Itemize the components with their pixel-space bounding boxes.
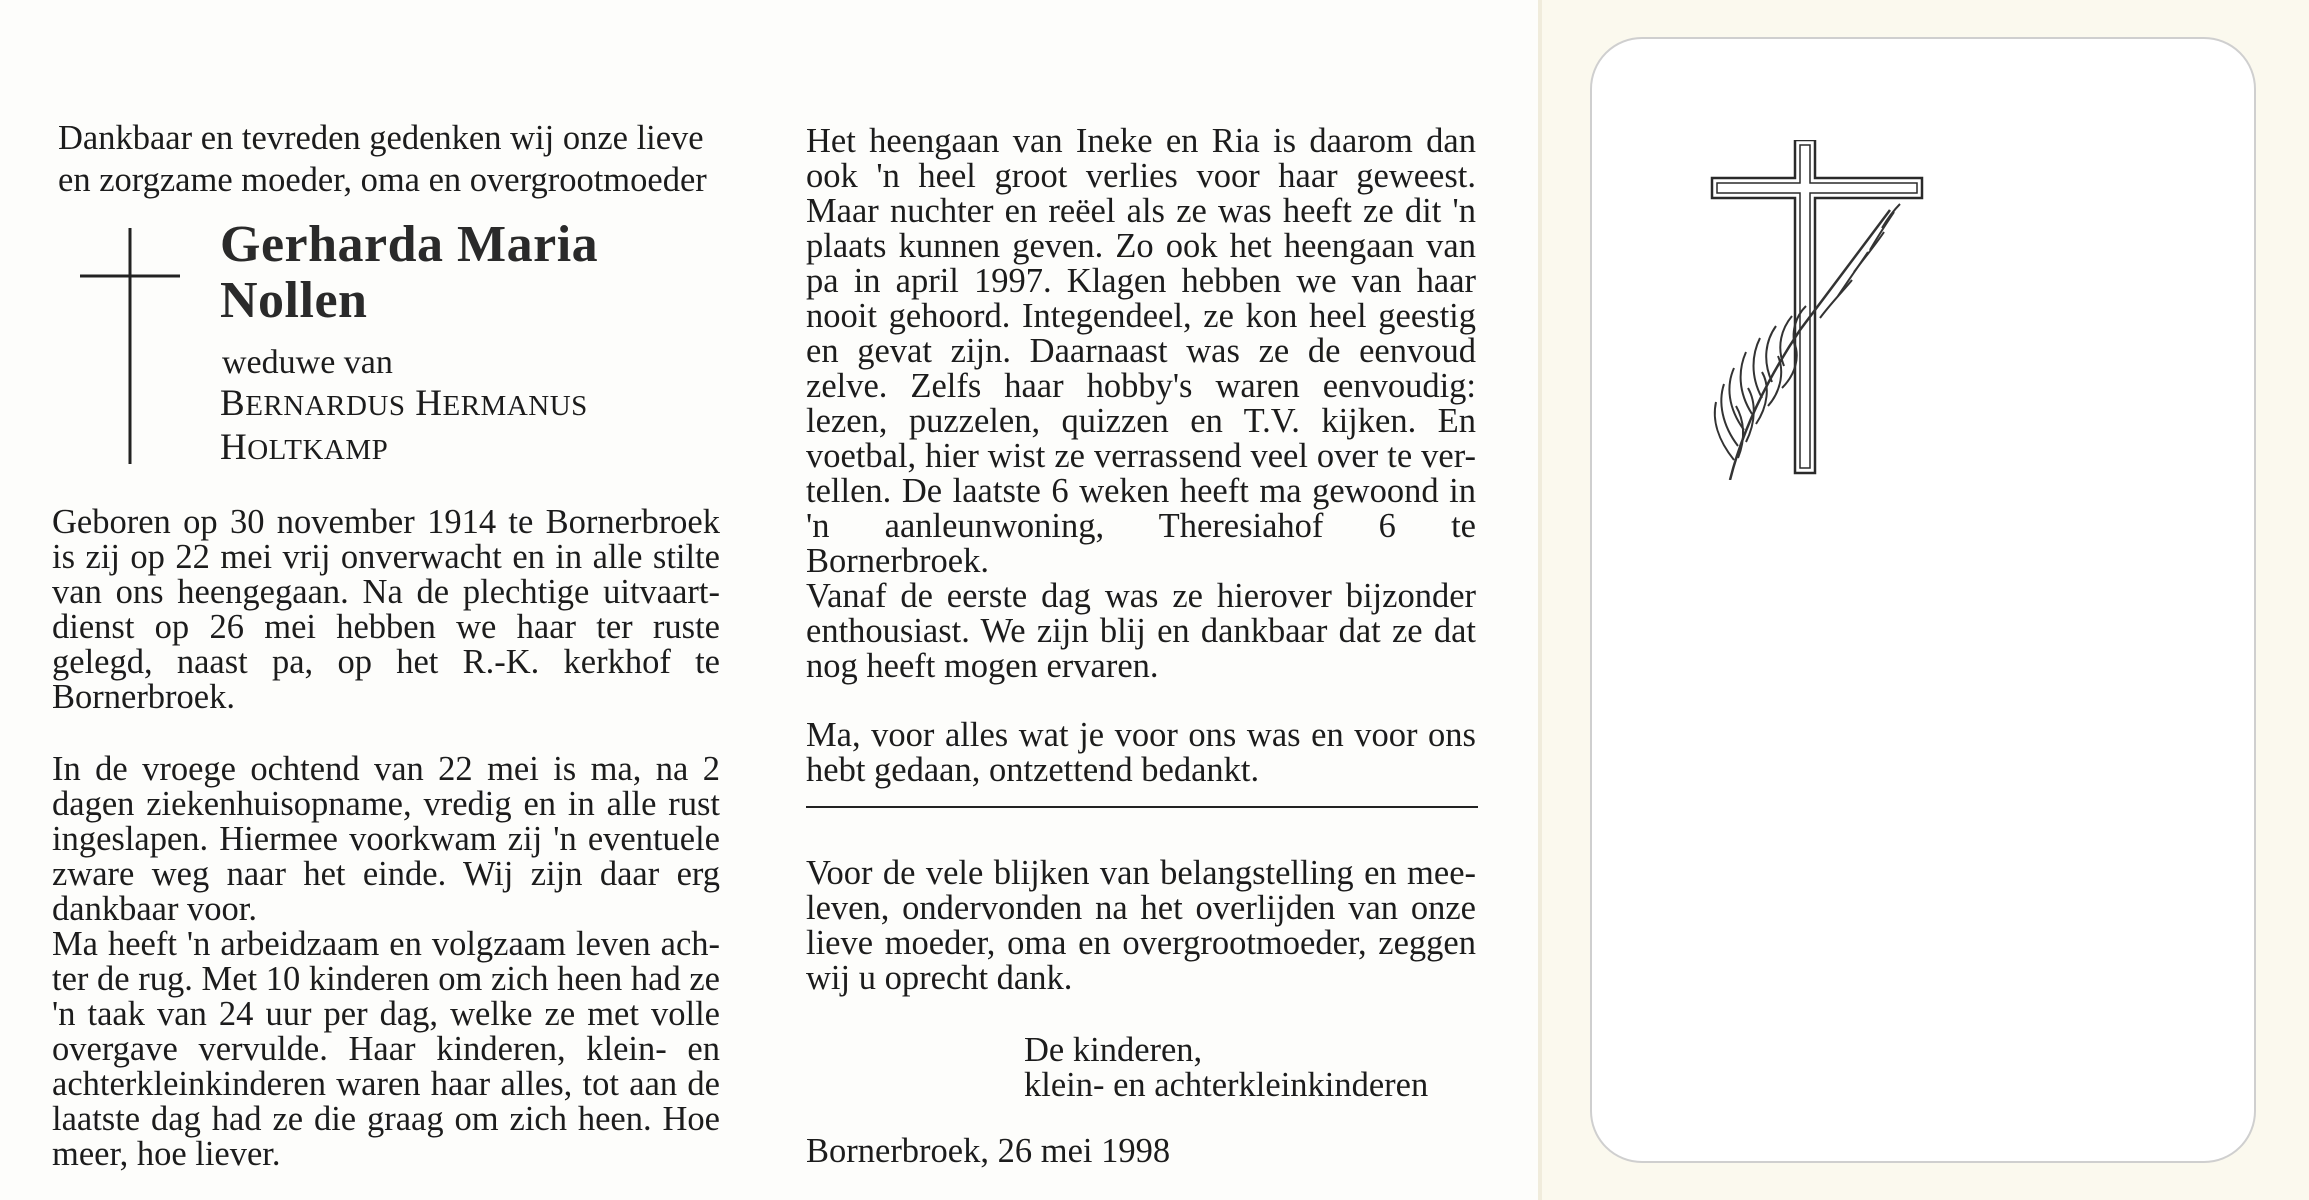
text-line: is zij op 22 mei vrij onverwacht en in alle stilte (52, 538, 720, 576)
signature-line-1: De kinderen, (1024, 1031, 1203, 1069)
widow-label: weduwe van (222, 344, 393, 381)
fold-line (1538, 0, 1542, 1200)
text-line: lieve moeder, oma en overgrootmoeder, zeggen (806, 924, 1476, 962)
text-line: 'n taak van 24 uur per dag, welke ze met volle (52, 995, 720, 1033)
text-line: Ma, voor alles wat je voor ons was en voor ons (806, 716, 1476, 754)
text-line: meer, hoe liever. (52, 1135, 281, 1173)
text-line: In de vroege ochtend van 22 mei is ma, na 2 (52, 750, 720, 788)
text-line: zware weg naar het einde. Wij zijn daar erg (52, 855, 720, 893)
text-line: achterkleinkinderen waren haar alles, tot aan de (52, 1065, 720, 1103)
text-line: Het heengaan van Ineke en Ria is daarom dan (806, 122, 1476, 160)
text-line: ter de rug. Met 10 kinderen om zich heen had ze (52, 960, 720, 998)
text-line: nog heeft mogen ervaren. (806, 647, 1159, 685)
text-line: plaats kunnen geven. Zo ook het heengaan van (806, 227, 1476, 265)
deceased-surname: Nollen (220, 272, 368, 329)
text-line: lezen, puzzelen, quizzen en T.V. kijken. En (806, 402, 1476, 440)
text-line: voetbal, hier wist ze verrassend veel over te ver- (806, 437, 1476, 475)
text-line: nooit gehoord. Integendeel, ze kon heel geestig (806, 297, 1476, 335)
text-line: laatste dag had ze die graag om zich heen. Hoe (52, 1100, 720, 1138)
text-line: overgave vervulde. Haar kinderen, klein- en (52, 1030, 720, 1068)
text-line: wij u oprecht dank. (806, 959, 1073, 997)
text-line: Geboren op 30 november 1914 te Bornerbroek (52, 503, 720, 541)
text-line: Bornerbroek. (806, 542, 989, 580)
text-line: van ons heengegaan. Na de plechtige uitvaart- (52, 573, 720, 611)
husband-first-names: BERNARDUS HERMANUS (220, 383, 588, 424)
text-line: pa in april 1997. Klagen hebben we van haar (806, 262, 1476, 300)
husband-surname: HOLTKAMP (220, 427, 389, 468)
intro-line-2: en zorgzame moeder, oma en overgrootmoeder (58, 161, 707, 199)
text-line: leven, ondervonden na het overlijden van onze (806, 889, 1476, 927)
text-line: enthousiast. We zijn blij en dankbaar dat ze dat (806, 612, 1476, 650)
text-line: Ma heeft 'n arbeidzaam en volgzaam leven ach- (52, 925, 720, 963)
text-line: Voor de vele blijken van belangstelling en mee- (806, 854, 1476, 892)
text-line: gelegd, naast pa, op het R.-K. kerkhof te (52, 643, 720, 681)
text-line: hebt gedaan, ontzettend bedankt. (806, 751, 1260, 789)
deceased-first-names: Gerharda Maria (220, 216, 599, 273)
text-line: ook 'n heel groot verlies voor haar geweest. (806, 157, 1476, 195)
divider-line (806, 806, 1478, 808)
text-line: dagen ziekenhuisopname, vredig en in alle rust (52, 785, 720, 823)
text-line: dankbaar voor. (52, 890, 258, 928)
text-line: dienst op 26 mei hebben we haar ter ruste (52, 608, 720, 646)
text-line: 'n aanleunwoning, Theresiahof 6 te (806, 507, 1476, 545)
place-and-date: Bornerbroek, 26 mei 1998 (806, 1132, 1171, 1170)
cross-with-palm-icon (1700, 140, 1930, 480)
intro-line-1: Dankbaar en tevreden gedenken wij onze lieve (58, 119, 704, 157)
text-line: Vanaf de eerste dag was ze hierover bijzonder (806, 577, 1476, 615)
text-line: Maar nuchter en reëel als ze was heeft ze dit 'n (806, 192, 1476, 230)
small-cross-icon (80, 228, 180, 464)
text-line: Bornerbroek. (52, 678, 235, 716)
text-line: tellen. De laatste 6 weken heeft ma gewoond in (806, 472, 1476, 510)
text-line: ingeslapen. Hiermee voorkwam zij 'n eventuele (52, 820, 720, 858)
signature-line-2: klein- en achterkleinkinderen (1024, 1066, 1429, 1104)
text-line: zelve. Zelfs haar hobby's waren eenvoudig: (806, 367, 1476, 405)
text-line: en gevat zijn. Daarnaast was ze de eenvoud (806, 332, 1476, 370)
